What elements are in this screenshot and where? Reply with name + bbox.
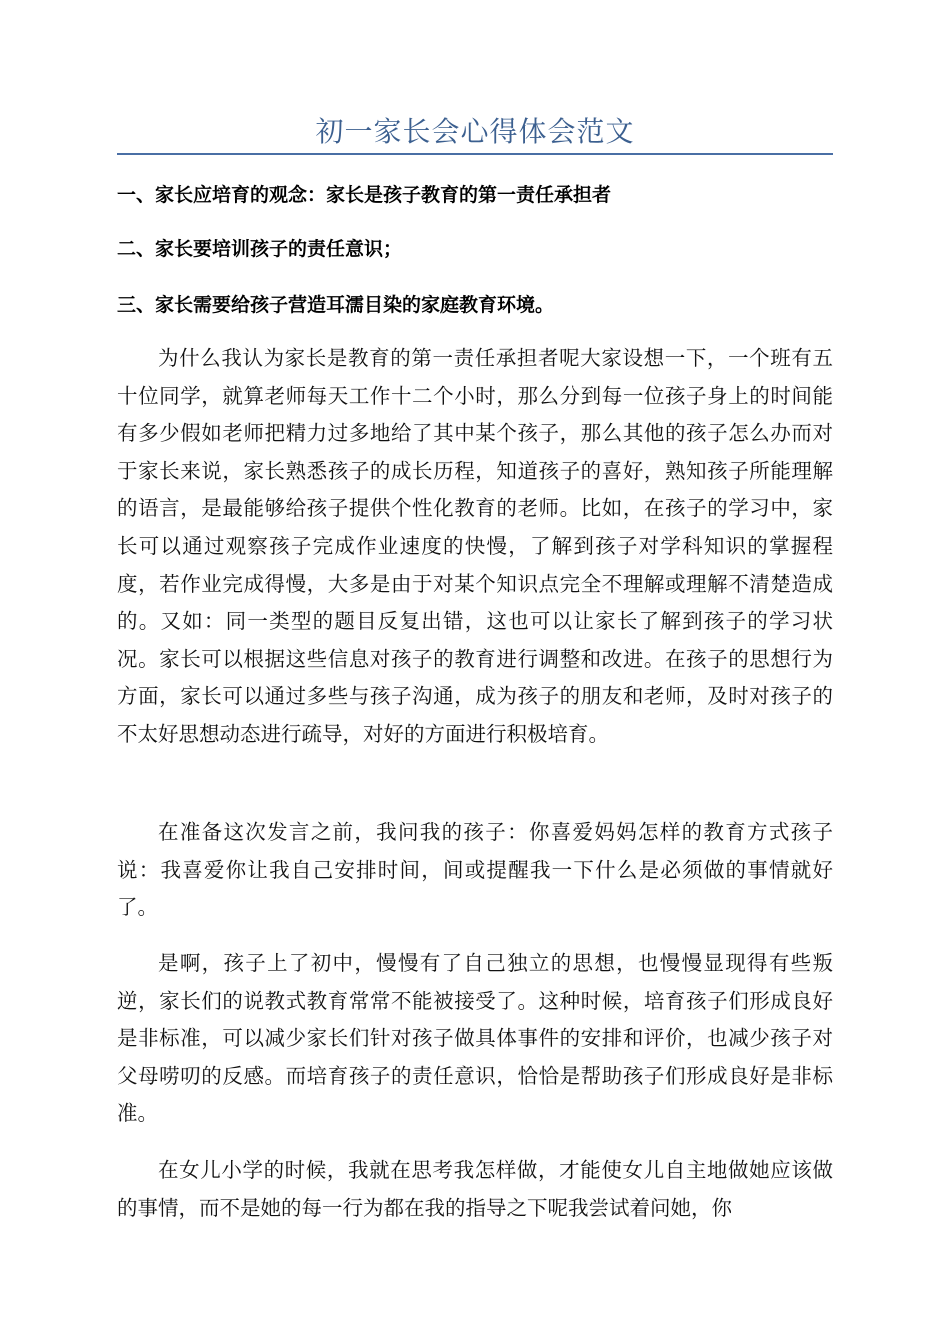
section-heading-3: 三、家长需要给孩子营造耳濡目染的家庭教育环境。 bbox=[117, 294, 555, 316]
body-paragraph-2: 在准备这次发言之前，我问我的孩子：你喜爱妈妈怎样的教育方式孩子说：我喜爱你让我自己安排时间，间或提醒我一下什么是必须做的事情就好了。 bbox=[117, 820, 833, 920]
section-heading-1: 一、家长应培育的观念：家长是孩子教育的第一责任承担者 bbox=[117, 184, 612, 206]
body-paragraph-1: 为什么我认为家长是教育的第一责任承担者呢大家设想一下，一个班有五十位同学，就算老师每天工作十二个小时，那么分到每一位孩子身上的时间能有多少假如老师把精力过多地给了其中某个孩子，那么其他的孩子怎么办而对于家长来说，家长熟悉孩子的成长历程，知道孩子的喜好，熟知孩子所能理解的语言，是最能够给孩子提供个性化教育的老师。比如，在孩子的学习中，家长可以通过观察孩子完成作业速度的快慢，了解到孩子对学科知识的掌握程度，若作业完成得慢，大多是由于对某个知识点完全不理解或理解不清楚造成的。又如：同一类型的题目反复出错，这也可以让家长了解到孩子的学习状况。家长可以根据这些信息对孩子的教育进行调整和改进。在孩子的思想行为方面，家长可以通过多些与孩子沟通，成为孩子的朋友和老师，及时对孩子的不太好思想动态进行疏导，对好的方面进行积极培育。 bbox=[117, 346, 833, 746]
document-title: 初一家长会心得体会范文 bbox=[315, 115, 635, 148]
body-paragraph-4: 在女儿小学的时候，我就在思考我怎样做，才能使女儿自主地做她应该做的事情，而不是她的每一行为都在我的指导之下呢我尝试着问她，你 bbox=[117, 1158, 833, 1220]
body-paragraph-3: 是啊，孩子上了初中，慢慢有了自己独立的思想，也慢慢显现得有些叛逆，家长们的说教式教育常常不能被接受了。这种时候，培育孩子们形成良好是非标准，可以减少家长们针对孩子做具体事件的安排和评价，也减少孩子对父母唠叨的反感。而培育孩子的责任意识，恰恰是帮助孩子们形成良好是非标准。 bbox=[117, 951, 833, 1126]
title-underline bbox=[117, 153, 833, 155]
section-heading-2: 二、家长要培训孩子的责任意识； bbox=[117, 238, 403, 260]
